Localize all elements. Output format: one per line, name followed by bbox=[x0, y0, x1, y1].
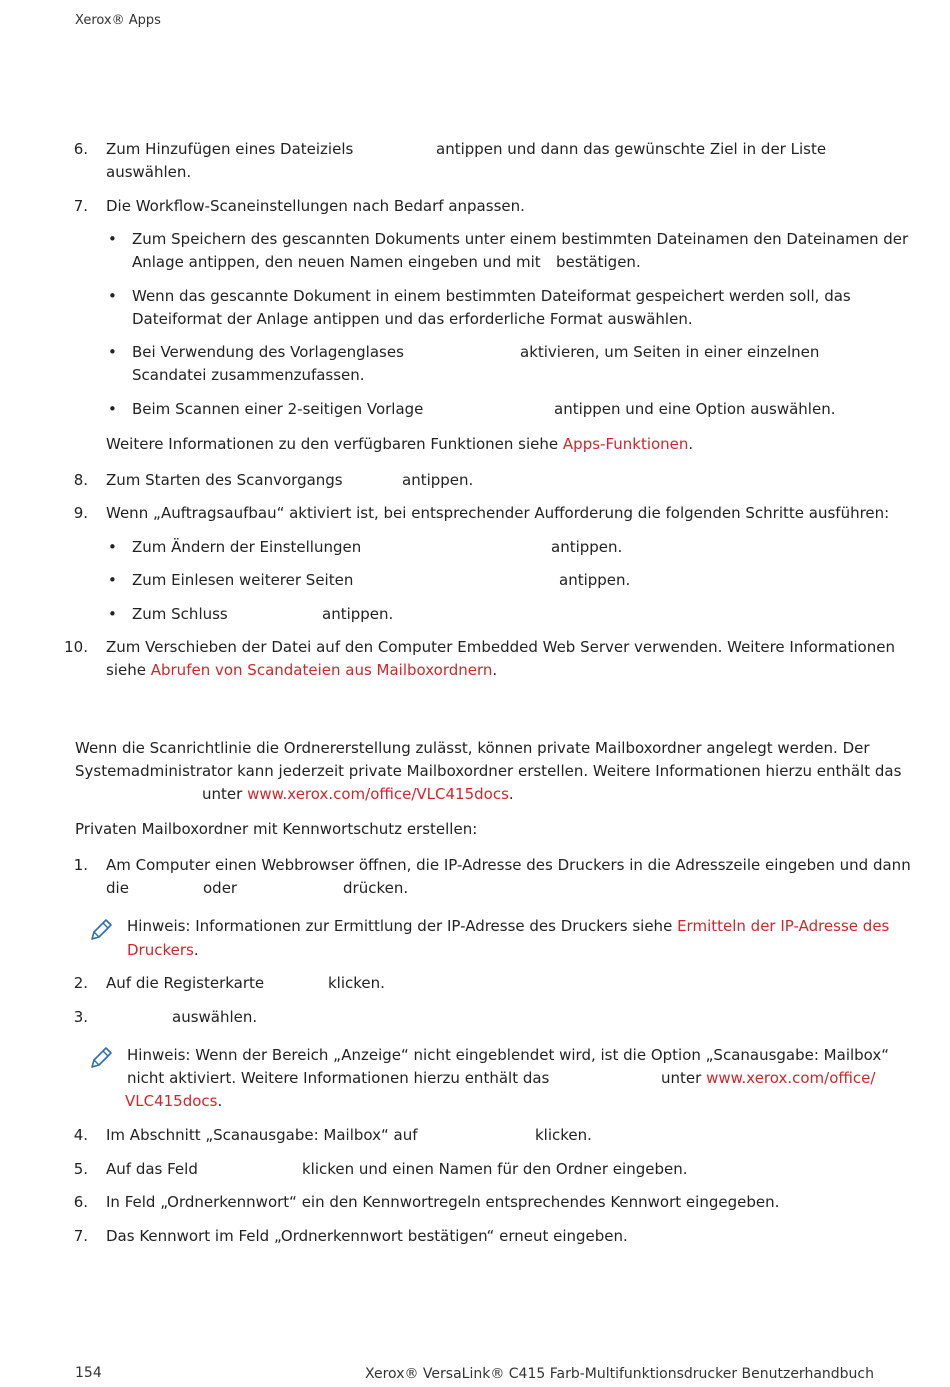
bullet-text: aktivieren, um Seiten in einer einzelnen bbox=[520, 343, 820, 361]
ip-address-link[interactable]: Ermitteln der IP-Adresse des bbox=[677, 917, 890, 935]
step-text: antippen und dann das gewünschte Ziel in der Liste bbox=[436, 140, 827, 158]
step-text: Wenn „Auftragsaufbau“ aktiviert ist, bei entsprechender Aufforderung die folgenden Schritte ausführen: bbox=[106, 504, 890, 522]
lead-paragraph: Privaten Mailboxordner mit Kennwortschutz erstellen: bbox=[75, 820, 478, 838]
step-text: Am Computer einen Webbrowser öffnen, die IP-Adresse des Druckers in die Adresszeile eingeben und dann bbox=[106, 856, 911, 874]
step-number: 9. bbox=[73, 504, 88, 522]
step-text: Zum Verschieben der Datei auf den Computer Embedded Web Server verwenden. Weitere Informationen bbox=[106, 638, 895, 656]
bullet-text: Zum Schluss bbox=[132, 605, 228, 623]
step-number: 6. bbox=[73, 140, 88, 158]
step-text: Das Kennwort im Feld „Ordnerkennwort bestätigen“ erneut eingeben. bbox=[106, 1227, 628, 1245]
step-number: 1. bbox=[73, 856, 88, 874]
step-number: 7. bbox=[73, 1227, 88, 1245]
bullet-text: antippen. bbox=[322, 605, 394, 623]
punctuation: . bbox=[193, 941, 199, 959]
bullet-dot: • bbox=[108, 287, 117, 305]
bullet-text: Wenn das gescannte Dokument in einem bestimmten Dateiformat gespeichert werden soll, das bbox=[132, 287, 851, 305]
bullet-dot: • bbox=[108, 571, 117, 589]
punctuation: . bbox=[492, 661, 498, 679]
step-text: Auf die Registerkarte bbox=[106, 974, 265, 992]
step-text: klicken. bbox=[535, 1126, 592, 1144]
bullet-text: antippen. bbox=[551, 538, 623, 556]
note-text: Hinweis: Informationen zur Ermittlung der IP-Adresse des Druckers siehe bbox=[127, 917, 673, 935]
step-text: Zum Hinzufügen eines Dateiziels bbox=[106, 140, 354, 158]
step-number: 7. bbox=[73, 197, 88, 215]
step-number: 6. bbox=[73, 1193, 88, 1211]
mailbox-scanfiles-link[interactable]: Abrufen von Scandateien aus Mailboxordnern bbox=[150, 661, 493, 679]
bullet-text: Bei Verwendung des Vorlagenglases bbox=[132, 343, 404, 361]
punctuation: . bbox=[217, 1092, 223, 1110]
bullet-text: Dateiformat der Anlage antippen und das erforderliche Format auswählen. bbox=[132, 310, 693, 328]
bullet-text: antippen. bbox=[559, 571, 631, 589]
bullet-text: Zum Ändern der Einstellungen bbox=[132, 538, 362, 556]
bullet-dot: • bbox=[108, 230, 117, 248]
step-text: siehe bbox=[106, 661, 146, 679]
running-header: Xerox® Apps bbox=[75, 13, 161, 28]
step-text: klicken. bbox=[328, 974, 385, 992]
bullet-text: Zum Einlesen weiterer Seiten bbox=[132, 571, 354, 589]
bullet-dot: • bbox=[108, 400, 117, 418]
step-text-line bbox=[106, 659, 497, 682]
paragraph-line bbox=[202, 783, 514, 806]
step-text: oder bbox=[203, 879, 238, 897]
bullet-text: Anlage antippen, den neuen Namen eingeben und mit bbox=[132, 253, 541, 271]
xerox-docs-link-continued[interactable]: VLC415docs bbox=[125, 1092, 218, 1110]
bullet-dot: • bbox=[108, 605, 117, 623]
paragraph-line: Systemadministrator kann jederzeit private Mailboxordner erstellen. Weitere Informationen hierzu enthält das bbox=[75, 762, 902, 780]
note-line bbox=[125, 1090, 222, 1113]
bullet-text: antippen und eine Option auswählen. bbox=[554, 400, 836, 418]
note-text: unter bbox=[661, 1069, 702, 1087]
step-text: Im Abschnitt „Scanausgabe: Mailbox“ auf bbox=[106, 1126, 418, 1144]
step-number: 2. bbox=[73, 974, 88, 992]
page-number: 154 bbox=[75, 1365, 102, 1381]
paragraph-text: unter bbox=[202, 785, 243, 803]
note-line: nicht aktiviert. Weitere Informationen hierzu enthält das bbox=[127, 1069, 550, 1087]
note-line: Hinweis: Wenn der Bereich „Anzeige“ nicht eingeblendet wird, ist die Option „Scanausgabe: Mailbox“ bbox=[127, 1046, 890, 1064]
note-line bbox=[127, 939, 199, 962]
step-text: Zum Starten des Scanvorgangs bbox=[106, 471, 343, 489]
bullet-text: Scandatei zusammenzufassen. bbox=[132, 366, 365, 384]
punctuation: . bbox=[508, 785, 514, 803]
bullet-text: Zum Speichern des gescannten Dokuments unter einem bestimmten Dateinamen den Dateinamen der bbox=[132, 230, 909, 248]
xerox-docs-link[interactable]: www.xerox.com/office/ bbox=[706, 1069, 876, 1087]
step-number: 5. bbox=[73, 1160, 88, 1178]
note-line bbox=[127, 915, 889, 938]
footer-title: Xerox® VersaLink® C415 Farb-Multifunktionsdrucker Benutzerhandbuch bbox=[365, 1366, 874, 1382]
pencil-icon bbox=[88, 1045, 114, 1071]
pencil-icon bbox=[88, 917, 114, 943]
step-text: drücken. bbox=[343, 879, 409, 897]
bullet-dot: • bbox=[108, 343, 117, 361]
bullet-text: Beim Scannen einer 2-seitigen Vorlage bbox=[132, 400, 424, 418]
step-number: 8. bbox=[73, 471, 88, 489]
apps-functions-link[interactable]: Apps-Funktionen bbox=[562, 435, 689, 453]
xerox-docs-link[interactable]: www.xerox.com/office/VLC415docs bbox=[247, 785, 509, 803]
step-text: In Feld „Ordnerkennwort“ ein den Kennwortregeln entsprechendes Kennwort eingegeben. bbox=[106, 1193, 780, 1211]
note-line bbox=[661, 1067, 875, 1090]
step-text: antippen. bbox=[402, 471, 474, 489]
step-text: auswählen. bbox=[106, 163, 192, 181]
step-text: Die Workflow-Scaneinstellungen nach Bedarf anpassen. bbox=[106, 197, 525, 215]
step-number: 3. bbox=[73, 1008, 88, 1026]
more-info-line bbox=[106, 433, 693, 456]
bullet-text: bestätigen. bbox=[556, 253, 641, 271]
step-text: auswählen. bbox=[172, 1008, 258, 1026]
step-number: 4. bbox=[73, 1126, 88, 1144]
step-text: klicken und einen Namen für den Ordner eingeben. bbox=[302, 1160, 688, 1178]
bullet-dot: • bbox=[108, 538, 117, 556]
ip-address-link-continued[interactable]: Druckers bbox=[127, 941, 194, 959]
step-number: 10. bbox=[64, 638, 88, 656]
step-text: Auf das Feld bbox=[106, 1160, 198, 1178]
more-info-text: Weitere Informationen zu den verfügbaren Funktionen siehe bbox=[106, 435, 559, 453]
punctuation: . bbox=[688, 435, 694, 453]
step-text: die bbox=[106, 879, 129, 897]
paragraph-line: Wenn die Scanrichtlinie die Ordnererstellung zulässt, können private Mailboxordner angelegt werden. Der bbox=[75, 739, 870, 757]
